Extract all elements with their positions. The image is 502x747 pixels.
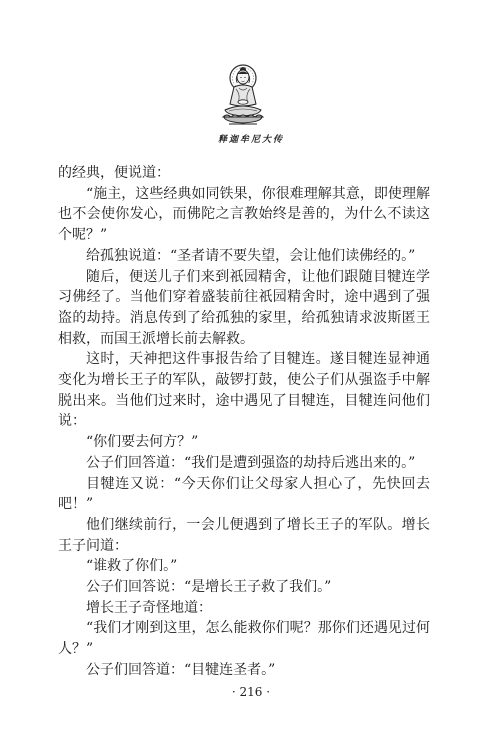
paragraph: “谁救了你们。” xyxy=(86,558,178,575)
paragraph: 公子们回答道：“我们是遭到强盗的劫持后逃出来的。” xyxy=(86,454,416,471)
page-header xyxy=(0,62,502,152)
paragraph: “施主，这些经典如同铁果，你很难理解其意，即使理解也不会使你发心，而佛陀之言教始终是善的，为什么不读这个呢？” xyxy=(58,185,430,244)
buddha-seated-icon xyxy=(215,62,271,128)
paragraph: 给孤独说道：“圣者请不要失望，会让他们读佛经的。” xyxy=(86,247,416,264)
paragraph: 随后，便送儿子们来到祇园精舍，让他们跟随目犍连学习佛经了。当他们穿着盛装前往祇园精舍时，途中遇到了强盗的劫持。消息传到了给孤独的家里，给孤独请求波斯匿王相救，而国王派增长前去解救。 xyxy=(58,268,430,347)
paragraph: “我们才刚到这里，怎么能救你们呢？那你们还遇见过何人？” xyxy=(58,620,430,658)
paragraph: “你们要去何方？” xyxy=(86,434,199,451)
book-title: 释迦牟尼大传 xyxy=(217,135,284,145)
paragraph: 的经典，便说道： xyxy=(58,165,170,181)
page-body xyxy=(58,163,430,681)
paragraph: 他们继续前行，一会儿便遇到了增长王子的军队。增长王子问道： xyxy=(58,516,430,554)
paragraph: 公子们回答说：“是增长王子救了我们。” xyxy=(86,579,332,596)
paragraph: 这时，天神把这件事报告给了目犍连。遂目犍连显神通变化为增长王子的军队，敲锣打鼓，使公子们从强盗手中解脱出来。当他们过来时，途中遇见了目犍连，目犍连问他们说： xyxy=(58,351,430,430)
paragraph: 目犍连又说：“今天你们让父母家人担心了，先快回去吧！” xyxy=(58,475,430,513)
paragraph: 增长王子奇怪地道： xyxy=(86,599,212,616)
paragraph: 公子们回答道：“目犍连圣者。” xyxy=(86,661,276,678)
page-number: · 216 · xyxy=(231,685,271,699)
